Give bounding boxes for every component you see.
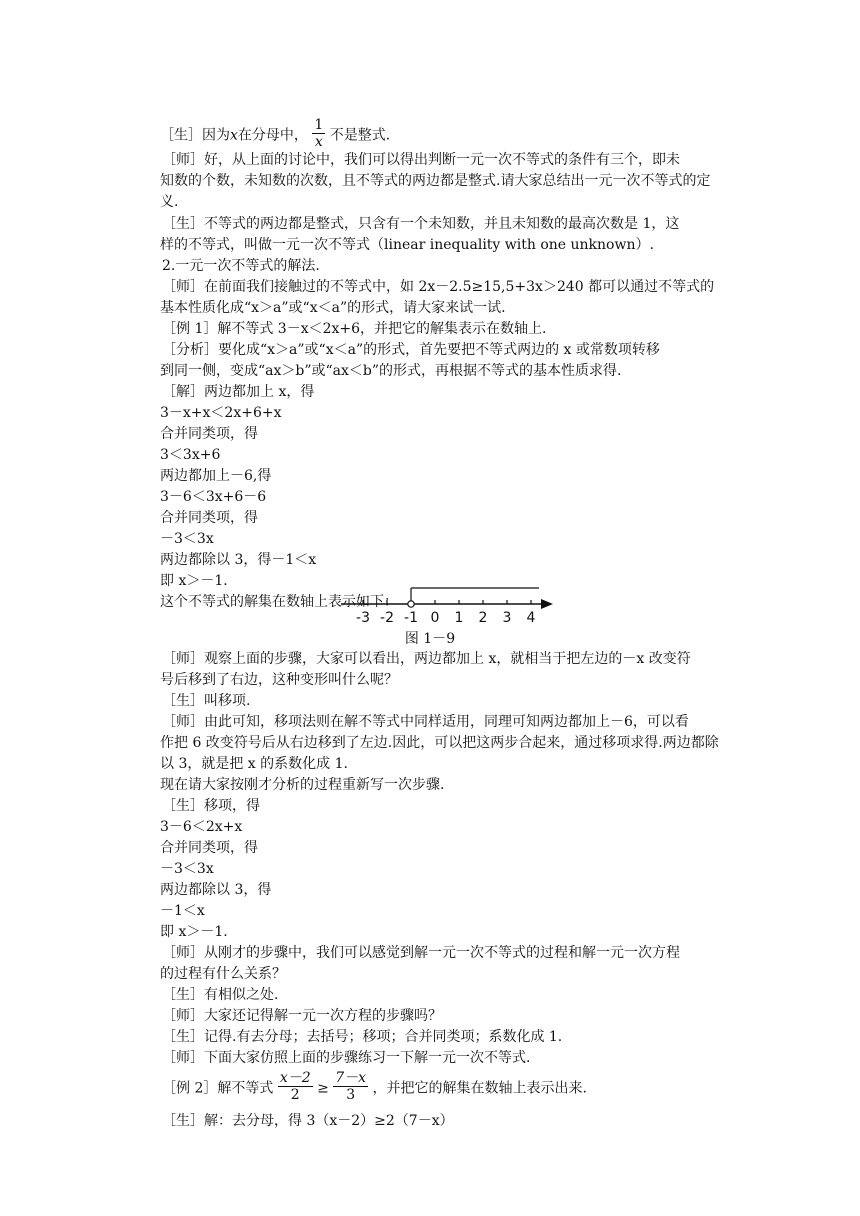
line-28: 作把 6 改变符号后从右边移到了左边.因此，可以把这两步合起来，通过移项求得.两边都除 bbox=[160, 735, 719, 751]
line-40: ［生］有相似之处. bbox=[162, 987, 279, 1003]
text: 不是整式. bbox=[329, 127, 391, 144]
line-20: －3＜3x bbox=[160, 531, 214, 547]
line-3: 知数的个数，未知数的次数，且不等式的两边都是整式.请大家总结出一元一次不等式的定 bbox=[160, 173, 711, 189]
tick-label: -2 bbox=[380, 610, 394, 626]
numerator: 7－x bbox=[335, 1070, 367, 1086]
line-41: ［师］大家还记得解一元一次方程的步骤吗？ bbox=[162, 1008, 442, 1024]
line-13: ［解］两边都加上 x，得 bbox=[162, 384, 315, 400]
number-line-figure bbox=[335, 578, 565, 628]
line-26: ［生］叫移项. bbox=[162, 693, 251, 709]
line-6: 样的不等式，叫做一元一次不等式（linear inequality with one unknown）. bbox=[160, 237, 654, 253]
line-39: 的过程有什么关系？ bbox=[160, 966, 286, 982]
line-45: ［生］解：去分母，得 3（x－2）≥2（7－x） bbox=[162, 1113, 454, 1129]
tick-label: 1 bbox=[454, 610, 464, 626]
tick-label: -3 bbox=[356, 610, 370, 626]
tick-label: 2 bbox=[478, 610, 488, 626]
line-34: －3＜3x bbox=[160, 861, 214, 877]
line-2: ［师］好，从上面的讨论中，我们可以得出判断一元一次不等式的条件有三个，即未 bbox=[162, 152, 680, 168]
text: ［生］因为 bbox=[160, 127, 230, 144]
fraction-x-minus-2-over-2 bbox=[278, 1070, 313, 1103]
line-9: 基本性质化成“x＞a”或“x＜a”的形式，请大家来试一试. bbox=[160, 300, 506, 316]
geq-sign: ≥ bbox=[317, 1080, 329, 1097]
denominator: 2 bbox=[290, 1087, 300, 1103]
line-35: 两边都除以 3，得 bbox=[160, 882, 272, 898]
numerator: x－2 bbox=[279, 1070, 311, 1086]
line-36: －1＜x bbox=[160, 903, 205, 919]
line-24: ［师］观察上面的步骤，大家可以看出，两边都加上 x，就相当于把左边的－x 改变符 bbox=[162, 651, 691, 667]
line-1 bbox=[160, 119, 760, 152]
line-43: ［师］下面大家仿照上面的步骤练习一下解一元一次不等式. bbox=[162, 1050, 531, 1066]
line-16: 3＜3x+6 bbox=[160, 447, 221, 463]
line-7: 2.一元一次不等式的解法. bbox=[162, 258, 320, 274]
denominator: x bbox=[314, 134, 323, 150]
line-15: 合并同类项，得 bbox=[160, 426, 258, 442]
tick-label: 3 bbox=[502, 610, 512, 626]
line-31: ［生］移项，得 bbox=[162, 798, 260, 814]
line-17: 两边都加上－6,得 bbox=[160, 468, 272, 484]
line-11: ［分析］要化成“x＞a”或“x＜a”的形式，首先要把不等式两边的 x 或常数项转移 bbox=[162, 342, 660, 358]
line-12: 到同一侧，变成“ax＞b”或“ax＜b”的形式，再根据不等式的基本性质求得. bbox=[160, 363, 622, 379]
line-33: 合并同类项，得 bbox=[160, 840, 258, 856]
axis-arrow bbox=[541, 599, 553, 609]
line-38: ［师］从刚才的步骤中，我们可以感觉到解一元一次不等式的过程和解一元一次方程 bbox=[162, 945, 680, 961]
line-21: 两边都除以 3，得－1＜x bbox=[160, 552, 317, 568]
fraction-7-minus-x-over-3 bbox=[333, 1070, 368, 1103]
figure-caption: 图 1－9 bbox=[404, 631, 456, 647]
line-42: ［生］记得.有去分母；去括号；移项；合并同类项；系数化成 1. bbox=[162, 1029, 563, 1045]
tick-label: 4 bbox=[526, 610, 536, 626]
line-32: 3－6＜2x+x bbox=[160, 819, 243, 835]
line-22: 即 x＞－1. bbox=[160, 573, 228, 589]
line-8: ［师］在前面我们接触过的不等式中，如 2x－2.5≥15,5+3x＞240 都可以通过不等式的 bbox=[162, 279, 715, 295]
line-18: 3－6＜3x+6－6 bbox=[160, 489, 267, 505]
text: ［例 2］解不等式 bbox=[162, 1080, 274, 1097]
fraction-1-over-x bbox=[312, 117, 325, 150]
line-4: 义. bbox=[160, 194, 179, 210]
line-30: 现在请大家按刚才分析的过程重新写一次步骤. bbox=[160, 777, 445, 793]
line-29: 以 3，就是把 x 的系数化成 1. bbox=[160, 756, 348, 772]
line-37: 即 x＞－1. bbox=[160, 924, 228, 940]
text: ，并把它的解集在数轴上表示出来. bbox=[372, 1080, 587, 1097]
denominator: 3 bbox=[346, 1087, 356, 1103]
var-x: x bbox=[230, 127, 238, 144]
line-10: ［例 1］解不等式 3－x＜2x+6，并把它的解集表示在数轴上. bbox=[162, 321, 547, 337]
line-27: ［师］由此可知，移项法则在解不等式中同样适用，同理可知两边都加上－6，可以看 bbox=[162, 714, 689, 730]
tick-label: -1 bbox=[404, 610, 418, 626]
line-44 bbox=[162, 1072, 762, 1105]
line-23: 这个不等式的解集在数轴上表示如下： bbox=[160, 594, 398, 610]
line-25: 号后移到了右边，这种变形叫什么呢？ bbox=[160, 672, 398, 688]
tick-label: 0 bbox=[430, 610, 440, 626]
numerator: 1 bbox=[314, 117, 324, 133]
text: 在分母中， bbox=[237, 127, 308, 144]
line-19: 合并同类项，得 bbox=[160, 510, 258, 526]
open-circle bbox=[408, 601, 414, 607]
line-14: 3－x+x＜2x+6+x bbox=[160, 405, 282, 421]
line-5: ［生］不等式的两边都是整式，只含有一个未知数，并且未知数的最高次数是 1，这 bbox=[162, 216, 680, 232]
